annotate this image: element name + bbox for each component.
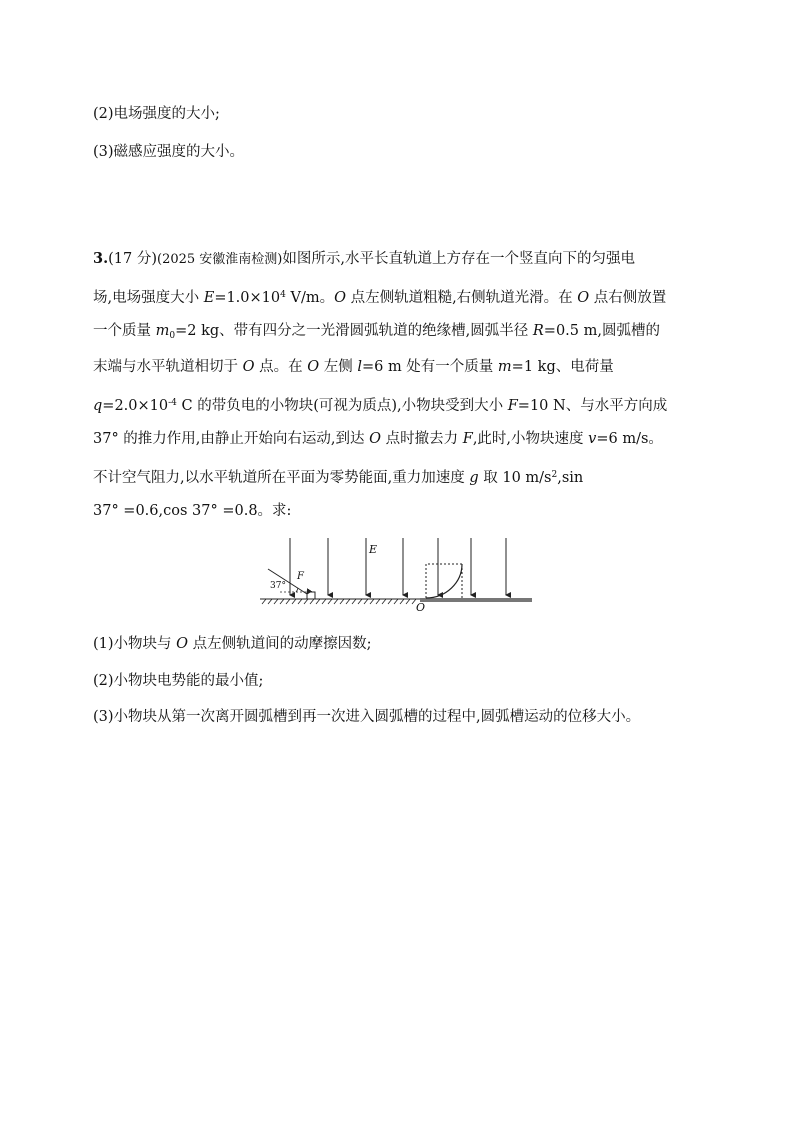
text: =2.0×10 [102,398,169,414]
problem-line-5 [93,393,667,416]
text: 如图所示,水平长直轨道上方存在一个竖直向下的匀强电 [282,251,635,267]
point-label: O [416,601,426,611]
problem-line-8: 37° =0.6,cos 37° =0.8。求: [93,503,292,519]
text: =10 N、与水平方向成 [517,398,668,414]
symbol-R: R [532,323,544,339]
sub-question-1 [93,634,372,654]
sub-question-3: (3)小物块从第一次离开圆弧槽到再一次进入圆弧槽的过程中,圆弧槽运动的位移大小。 [93,709,641,725]
text: 点。在 [254,359,308,375]
text: 场,电场强度大小 [93,290,204,306]
sub-question-2: (2)小物块电势能的最小值; [93,673,264,689]
exponent: 2 [551,470,558,480]
text: 点右侧放置 [589,290,667,306]
problem-number: 3. [93,250,109,267]
angle-label: 37° [270,581,286,591]
text: =2 kg、带有四分之一光滑圆弧轨道的绝缘槽,圆弧半径 [175,323,533,339]
previous-question-2: (2)电场强度的大小; [93,106,220,122]
text: =6 m/s。 [596,431,663,447]
symbol-m: m [497,359,512,375]
text: 37° 的推力作用,由静止开始向右运动,到达 [93,431,370,447]
symbol-F: F [507,398,518,414]
text: ,sin [557,470,584,486]
symbol-F: F [462,431,473,447]
symbol-O: O [242,359,255,375]
text: 左侧 [319,359,358,375]
symbol-O: O [176,636,189,652]
text: 取 10 m/s [478,470,552,486]
problem-line-3 [93,321,660,346]
smooth-track [420,598,532,602]
symbol-m: m [155,323,170,339]
field-label: E [369,543,378,556]
text: 不计空气阻力,以水平轨道所在平面为零势能面,重力加速度 [93,470,470,486]
text: (1)小物块与 [93,636,177,652]
problem-line-2 [93,285,666,308]
force-label: F [297,571,304,582]
subscript: 0 [169,331,176,341]
problem-source: (2025 安徽淮南检测) [157,252,283,267]
symbol-E: E [203,290,215,306]
previous-question-3: (3)磁感应强度的大小。 [93,144,245,160]
symbol-q: q [93,398,103,414]
arc-slot [426,564,462,598]
text: =1.0×10 [214,290,281,306]
rough-track [260,599,420,604]
small-block [307,592,315,599]
symbol-v: v [588,431,597,447]
text: 点左侧轨道间的动摩擦因数; [188,636,372,652]
symbol-O: O [369,431,382,447]
problem-line-6 [93,429,663,449]
symbol-g: g [469,470,479,486]
problem-line-7 [93,465,583,488]
text: C 的带负电的小物块(可视为质点),小物块受到大小 [176,398,508,414]
text: 末端与水平轨道相切于 [93,359,243,375]
text: 点左侧轨道粗糙,右侧轨道光滑。在 [345,290,578,306]
symbol-O: O [307,359,320,375]
symbol-O: O [334,290,346,306]
exponent: -4 [168,398,177,408]
physics-figure [258,533,538,611]
angle-arc [296,588,298,592]
problem-line-4 [93,357,614,377]
text: V/m。 [285,290,335,306]
text: =6 m 处有一个质量 [361,359,498,375]
text: =1 kg、电荷量 [511,359,614,375]
text: 一个质量 [93,323,156,339]
symbol-O: O [577,290,590,306]
text: ,此时,小物块速度 [472,431,589,447]
text: 点时撤去力 [381,431,463,447]
problem-line-1 [93,249,635,270]
symbol-l: l [357,359,362,375]
problem-points: (17 分) [108,251,158,267]
text: =0.5 m,圆弧槽的 [543,323,660,339]
exponent: 4 [280,290,286,300]
electric-field-lines [290,538,506,595]
